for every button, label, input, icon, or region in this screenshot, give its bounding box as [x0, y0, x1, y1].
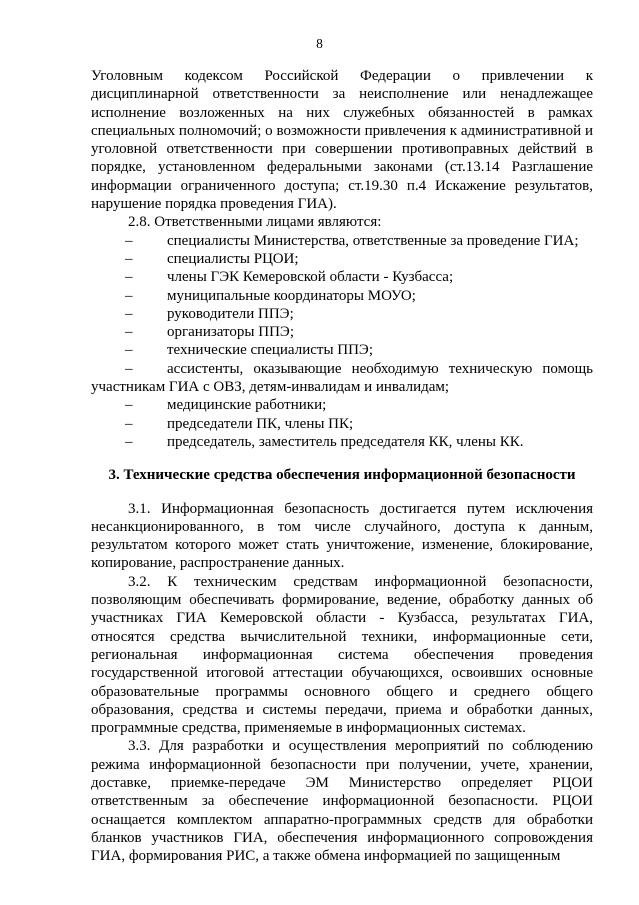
paragraph-3-2: 3.2. К техническим средствам информационной безопасности, позволяющим обеспечивать формирование, ведение, обработку данных об участниках ГИА Кемеровской области - Кузбасса, результатах ГИА, относятся средства вычислительной техники, информационные сети, региональная информационная система обеспечения проведения государственной итоговой аттестации обучающихся, освоивших основные образовательные программы основного общего и среднего общего образования, средства и системы передачи, приема и обработки данных, программные средства, применяемые в информационных системах. — [91, 573, 593, 737]
dash-marker: – — [125, 287, 133, 304]
list-item: – специалисты РЦОИ; — [125, 250, 299, 267]
dash-marker: – — [125, 232, 133, 249]
dash-marker: – — [125, 342, 133, 359]
list-item: – председатель, заместитель председателя КК, члены КК. — [125, 433, 524, 450]
list-item: – председатели ПК, члены ПК; — [125, 415, 354, 432]
list-item: – медицинские работники; — [125, 397, 327, 414]
dash-marker: – — [125, 250, 133, 267]
list-item: – специалисты Министерства, ответственные за проведение ГИА; — [125, 232, 579, 249]
list-item: – руководители ППЭ; — [125, 305, 294, 322]
dash-marker: – — [125, 305, 133, 322]
section-3-heading: 3. Технические средства обеспечения информационной безопасности — [108, 467, 576, 484]
document-body — [91, 67, 593, 865]
paragraph-3-3: 3.3. Для разработки и осуществления мероприятий по соблюдению режима информационной безопасности при получении, учете, хранении, доставке, приемке-передаче ЭМ Министерство определяет РЦОИ ответственным за обеспечение информационной безопасности. РЦОИ оснащается комплектом аппаратно-программных средств для обработки бланков участников ГИА, обеспечения информационного сопровождения ГИА, формирования РИС, а также обмена информацией по защищенным — [91, 738, 593, 865]
list-item: – организаторы ППЭ; — [125, 324, 294, 341]
page-number: 8 — [316, 36, 323, 51]
intro-paragraph: Уголовным кодексом Российской Федерации о привлечении к дисциплинарной ответственности за неисполнение или ненадлежащее исполнение возложенных на них служебных обязанностей в рамках специальных полномочий; о возможности привлечения к административной и уголовной ответственности при совершении противоправных действий в порядке, установленном федеральными законами (ст.13.14 Разглашение информации ограниченного доступа; ст.19.30 п.4 Искажение результатов, нарушение порядка проведения ГИА). — [91, 68, 593, 213]
list-item: – члены ГЭК Кемеровской области - Кузбасса; — [125, 269, 454, 286]
section-2-8-lead: 2.8. Ответственными лицами являются: — [128, 214, 382, 231]
dash-marker: – — [125, 324, 133, 341]
list-item: – ассистенты, оказывающие необходимую техническую помощь участникам ГИА с ОВЗ, детям-инвалидам и инвалидам; — [91, 360, 593, 396]
list-item: – технические специалисты ППЭ; — [125, 342, 374, 359]
dash-marker: – — [125, 415, 133, 432]
list-item: – муниципальные координаторы МОУО; — [125, 287, 416, 304]
dash-marker: – — [125, 360, 133, 377]
paragraph-3-1: 3.1. Информационная безопасность достигается путем исключения несанкционированного, в том числе случайного, доступа к данным, результатом которого может стать уничтожение, изменение, блокирование, копирование, распространение данных. — [91, 500, 593, 572]
dash-marker: – — [125, 397, 133, 414]
dash-marker: – — [125, 269, 133, 286]
dash-marker: – — [125, 433, 133, 450]
responsible-persons-list — [91, 232, 593, 452]
